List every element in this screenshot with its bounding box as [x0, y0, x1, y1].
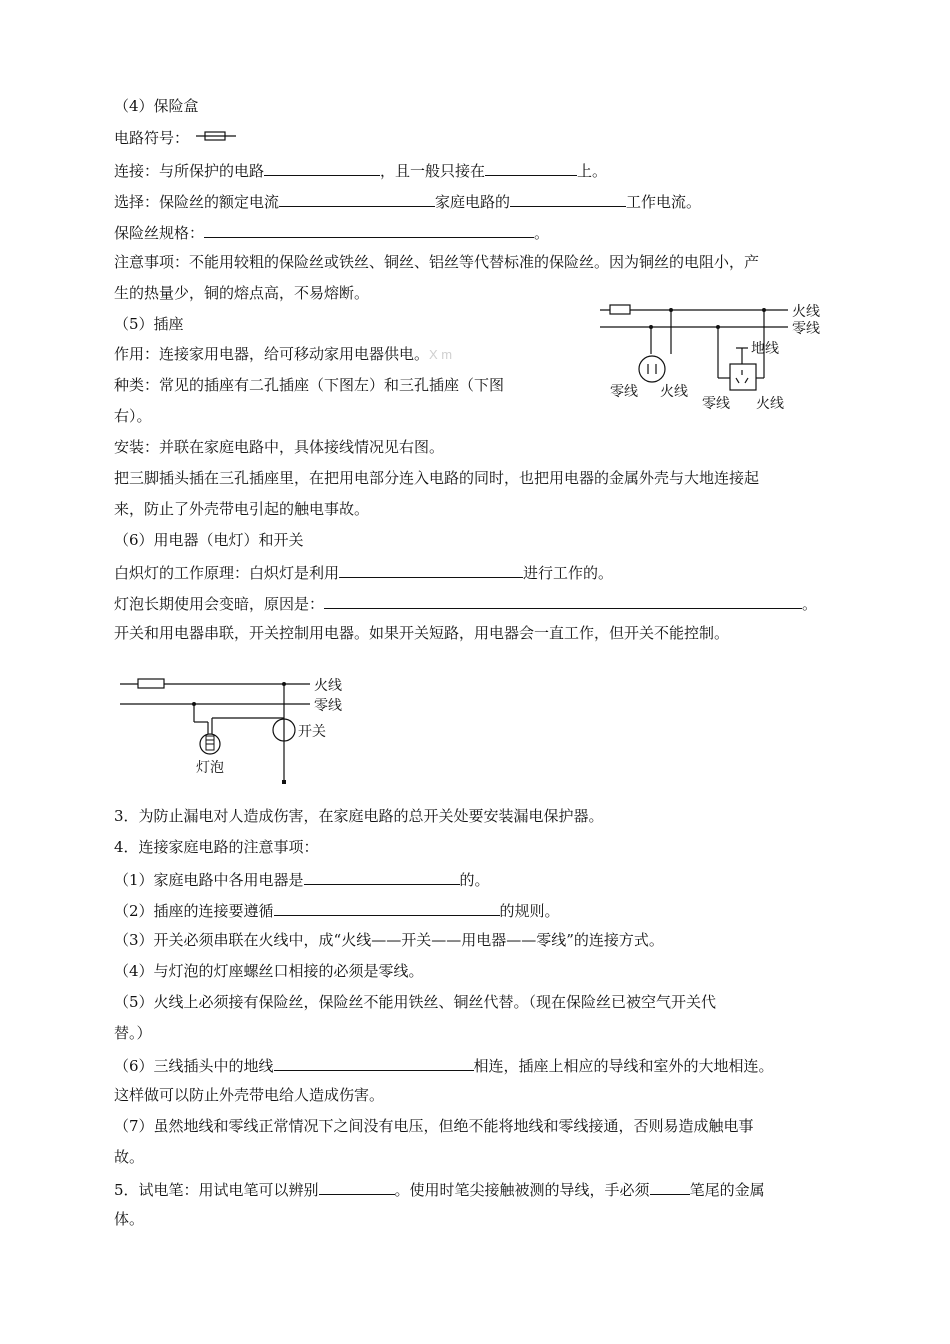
watermark: X m: [429, 347, 453, 362]
section4-item3: （3）开关必须串联在火线中，成“火线——开关——用电器——零线”的连接方式。: [114, 931, 664, 949]
section4-item1: [114, 868, 490, 890]
switch-label: 开关: [298, 724, 326, 740]
section4-item4: （4）与灯泡的灯座螺丝口相接的必须是零线。: [114, 962, 424, 980]
item1-a: （1）家庭电路中各用电器是: [114, 871, 304, 889]
blank-field[interactable]: [274, 1054, 474, 1071]
appliance-series: 开关和用电器串联，开关控制用电器。如果开关短路，用电器会一直工作，但开关不能控制。: [114, 624, 730, 642]
fuse-spec-line: [114, 221, 549, 243]
socket-heading: （5）插座: [114, 315, 184, 333]
appliance-dim-b: 。: [802, 595, 818, 613]
socket-plug-2: 来，防止了外壳带电引起的触电事故。: [114, 500, 370, 518]
item2-a: （2）插座的连接要遵循: [114, 902, 274, 920]
socket-wiring-diagram: [596, 296, 836, 422]
fuse-select-line: [114, 190, 701, 212]
section4-item5-line2: 替。）: [114, 1024, 152, 1042]
blank-field[interactable]: [485, 159, 577, 176]
section5-b: 。使用时笔尖接触被测的导线，手必须: [394, 1181, 650, 1199]
three-hole-socket-icon: [730, 364, 756, 390]
blank-field[interactable]: [339, 561, 523, 578]
right-live-label: 火线: [756, 396, 784, 412]
blank-field[interactable]: [274, 899, 500, 916]
fuse-connect-line: [114, 159, 607, 181]
fuse-heading: （4）保险盒: [114, 97, 199, 115]
lamp-switch-diagram: [118, 672, 358, 792]
diagram-neutral-label: 零线: [792, 321, 820, 337]
section4-item6: [114, 1054, 774, 1076]
appliance-heading: （6）用电器（电灯）和开关: [114, 531, 304, 549]
section4-item5-line1: （5）火线上必须接有保险丝，保险丝不能用铁丝、铜丝代替。（现在保险丝已被空气开关代: [114, 993, 717, 1011]
appliance-dim-line: [114, 592, 817, 614]
two-hole-socket-icon: [639, 356, 665, 382]
blank-field[interactable]: [319, 1178, 395, 1195]
section3: 3．为防止漏电对人造成伤害，在家庭电路的总开关处要安装漏电保护器。: [114, 807, 604, 825]
blank-field[interactable]: [650, 1178, 690, 1195]
socket-use: 作用：连接家用电器，给可移动家用电器供电。: [114, 345, 430, 363]
blank-field[interactable]: [510, 190, 626, 207]
section4-item6-line2: 这样做可以防止外壳带电给人造成伤害。: [114, 1086, 385, 1104]
socket-use-line: [114, 344, 452, 365]
item2-b: 的规则。: [499, 902, 560, 920]
fuse-icon: [138, 679, 164, 688]
fuse-connect-c: 上。: [577, 162, 608, 180]
blank-field[interactable]: [324, 592, 802, 609]
section5-line2: 体。: [114, 1210, 145, 1228]
section4-heading: 4．连接家庭电路的注意事项：: [114, 838, 319, 856]
section5-line1: [114, 1178, 765, 1200]
fuse-connect-a: 连接：与所保护的电路: [114, 162, 265, 180]
fuse-select-c: 工作电流。: [626, 193, 702, 211]
item1-b: 的。: [459, 871, 490, 889]
ground-label: 地线: [751, 341, 779, 357]
blank-field[interactable]: [304, 868, 460, 885]
socket-kind-2: 右）。: [114, 407, 152, 425]
fuse-note-2: 生的热量少，铜的熔点高，不易熔断。: [114, 284, 370, 302]
appliance-dim-a: 灯泡长期使用会变暗，原因是：: [114, 595, 325, 613]
item6-b: 相连，插座上相应的导线和室外的大地相连。: [473, 1057, 774, 1075]
fuse-connect-b: ，且一般只接在: [380, 162, 486, 180]
appliance-principle-line: [114, 561, 613, 583]
socket-plug-1: 把三脚插头插在三孔插座里，在把用电部分连入电路的同时，也把用电器的金属外壳与大地连接起: [114, 469, 760, 487]
blank-field[interactable]: [279, 190, 435, 207]
blank-field[interactable]: [204, 221, 534, 238]
item6-a: （6）三线插头中的地线: [114, 1057, 274, 1075]
fuse-symbol-label: 电路符号：: [114, 129, 190, 147]
fuse-select-a: 选择：保险丝的额定电流: [114, 193, 280, 211]
fuse-select-b: 家庭电路的: [435, 193, 511, 211]
section4-item7-line1: （7）虽然地线和零线正常情况下之间没有电压，但绝不能将地线和零线接通，否则易造成触电事: [114, 1117, 754, 1135]
fuse-icon: [610, 305, 630, 314]
section5-c: 笔尾的金属: [689, 1181, 765, 1199]
fuse-symbol-line: [114, 128, 189, 148]
appliance-principle-b: 进行工作的。: [523, 564, 614, 582]
diagram-live-label: 火线: [792, 304, 820, 320]
fuse-spec-a: 保险丝规格：: [114, 224, 205, 242]
fuse-spec-b: 。: [534, 224, 550, 242]
blank-field[interactable]: [264, 159, 380, 176]
socket-kind-1: 种类：常见的插座有二孔插座（下图左）和三孔插座（下图: [114, 376, 505, 394]
left-live-label: 火线: [660, 384, 688, 400]
socket-install: 安装：并联在家庭电路中，具体接线情况见右图。: [114, 438, 445, 456]
section4-item7-line2: 故。: [114, 1148, 145, 1166]
fuse-symbol-icon: [196, 128, 236, 144]
bulb-label: 灯泡: [196, 760, 224, 776]
right-neutral-label: 零线: [702, 396, 730, 412]
left-neutral-label: 零线: [610, 384, 638, 400]
fuse-note-1: 注意事项：不能用较粗的保险丝或铁丝、铜丝、铝丝等代替标准的保险丝。因为铜丝的电阻小，产: [114, 253, 760, 271]
section4-item2: [114, 899, 560, 921]
appliance-principle-a: 白炽灯的工作原理：白炽灯是利用: [114, 564, 340, 582]
section5-a: 5．试电笔：用试电笔可以辨别: [114, 1181, 319, 1199]
lamp-diagram-neutral-label: 零线: [314, 698, 342, 714]
lamp-diagram-live-label: 火线: [314, 678, 342, 694]
